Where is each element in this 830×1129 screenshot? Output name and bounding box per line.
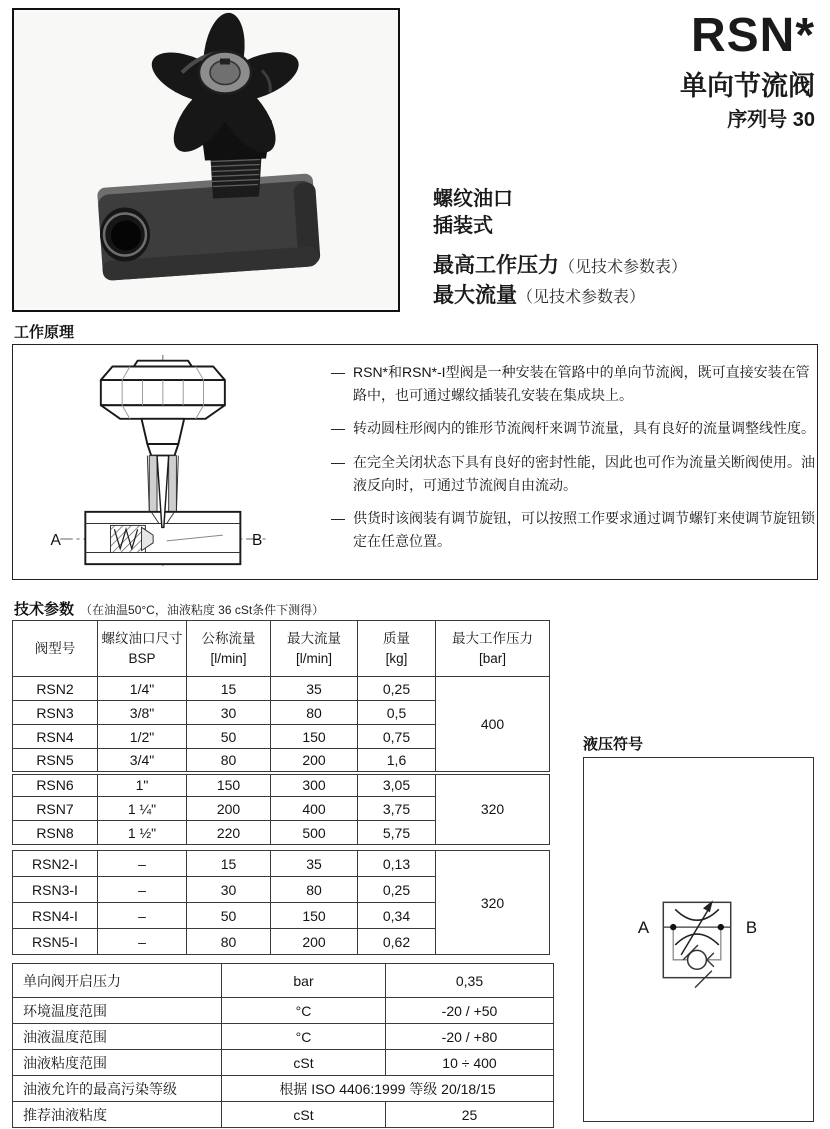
tech-table-cartridge xyxy=(12,850,550,955)
principle-heading: 工作原理 xyxy=(14,324,75,341)
table-row: RSN3 3/8" 30 80 0,5 xyxy=(13,701,550,725)
symbol-heading: 液压符号 xyxy=(583,736,644,753)
tech-note: （在油温50°C，油液粘度 36 cSt条件下测得） xyxy=(80,603,325,617)
pressure-group-320-i: 320 xyxy=(436,851,550,955)
general-params-table xyxy=(12,963,554,1128)
hydraulic-symbol-section xyxy=(583,757,814,1122)
table-row: 油液粘度范围 cSt 10 ÷ 400 xyxy=(13,1050,554,1076)
tech-heading-row xyxy=(14,598,324,619)
table-row: RSN8 1 ½" 220 500 5,75 xyxy=(13,821,550,845)
drawing-port-a-label: A xyxy=(50,531,61,549)
bullet-item: — 转动圆柱形阀内的锥形节流阀杆来调节流量，具有良好的流量调整线性度。 xyxy=(331,420,815,437)
product-photo-frame xyxy=(12,8,400,312)
tech-table xyxy=(12,620,550,845)
table-row: 单向阀开启压力 bar 0,35 xyxy=(13,964,554,998)
intro-line-pressure: 最高工作压力（见技术参数表） xyxy=(433,254,688,277)
tech-table-header xyxy=(13,621,550,677)
bullet-item: — 供货时该阀装有调节旋钮，可以按照工作要求通过调节螺钉来使调节旋钮锁定在任意位置。 xyxy=(331,510,815,550)
bullet-item: — 在完全关闭状态下具有良好的密封性能，因此也可作为流量关断阀使用。油液反向时，可通过节流阀自由流动。 xyxy=(331,454,815,493)
valve-photo xyxy=(14,10,398,310)
col-nominal-flow: 公称流量 [l/min] xyxy=(187,621,271,677)
table-row: RSN2 1/4" 15 35 0,25 400 xyxy=(13,677,550,701)
symbol-port-a-label: A xyxy=(637,918,650,938)
page-subtitle: 单向节流阀 xyxy=(680,71,815,101)
col-model: 阀型号 xyxy=(13,621,98,677)
hydraulic-symbol-drawing xyxy=(584,758,813,1121)
table-row: RSN2-I – 15 35 0,13 320 xyxy=(13,851,550,877)
table-row: RSN7 1 ¼" 200 400 3,75 xyxy=(13,797,550,821)
pressure-group-320: 320 xyxy=(436,773,550,845)
series-number: 序列号 30 xyxy=(727,109,815,131)
drawing-port-b-label: B xyxy=(251,531,263,549)
intro-line-ports: 螺纹油口 xyxy=(433,188,513,210)
principle-section xyxy=(12,344,818,580)
table-row: 油液温度范围 °C -20 / +80 xyxy=(13,1024,554,1050)
intro-block xyxy=(433,186,513,240)
valve-cross-section-drawing xyxy=(13,351,303,569)
table-row: RSN5-I – 80 200 0,62 xyxy=(13,929,550,955)
intro-line-flow: 最大流量（见技术参数表） xyxy=(433,284,646,307)
table-row: RSN4 1/2" 50 150 0,75 xyxy=(13,725,550,749)
col-bsp: 螺纹油口尺寸 BSP xyxy=(98,621,187,677)
table-row: RSN4-I – 50 150 0,34 xyxy=(13,903,550,929)
col-max-flow: 最大流量 [l/min] xyxy=(271,621,358,677)
intro-specs-block xyxy=(433,252,687,312)
symbol-port-b-label: B xyxy=(745,918,758,938)
table-row: RSN6 1" 150 300 3,05 320 xyxy=(13,773,550,797)
contamination-merged-cell: 根据 ISO 4406:1999 等级 20/18/15 xyxy=(222,1076,554,1102)
table-row: 推荐油液粘度 cSt 25 xyxy=(13,1102,554,1128)
intro-line-cartridge: 插装式 xyxy=(433,215,493,237)
col-weight: 质量 [kg] xyxy=(358,621,436,677)
table-row: RSN3-I – 30 80 0,25 xyxy=(13,877,550,903)
table-row: 环境温度范围 °C -20 / +50 xyxy=(13,998,554,1024)
page-title: RSN* xyxy=(690,9,815,62)
table-row: 油液允许的最高污染等级 根据 ISO 4406:1999 等级 20/18/15 xyxy=(13,1076,554,1102)
principle-bullets xyxy=(331,361,817,564)
col-max-pressure: 最大工作压力 [bar] xyxy=(436,621,550,677)
bullet-item: — RSN*和RSN*-I型阀是一种安装在管路中的单向节流阀，既可直接安装在管路中，也可通过螺纹插装孔安装在集成块上。 xyxy=(331,364,810,403)
table-row: RSN5 3/4" 80 200 1,6 xyxy=(13,749,550,773)
tech-heading: 技术参数 xyxy=(14,601,75,618)
pressure-group-400: 400 xyxy=(436,677,550,773)
